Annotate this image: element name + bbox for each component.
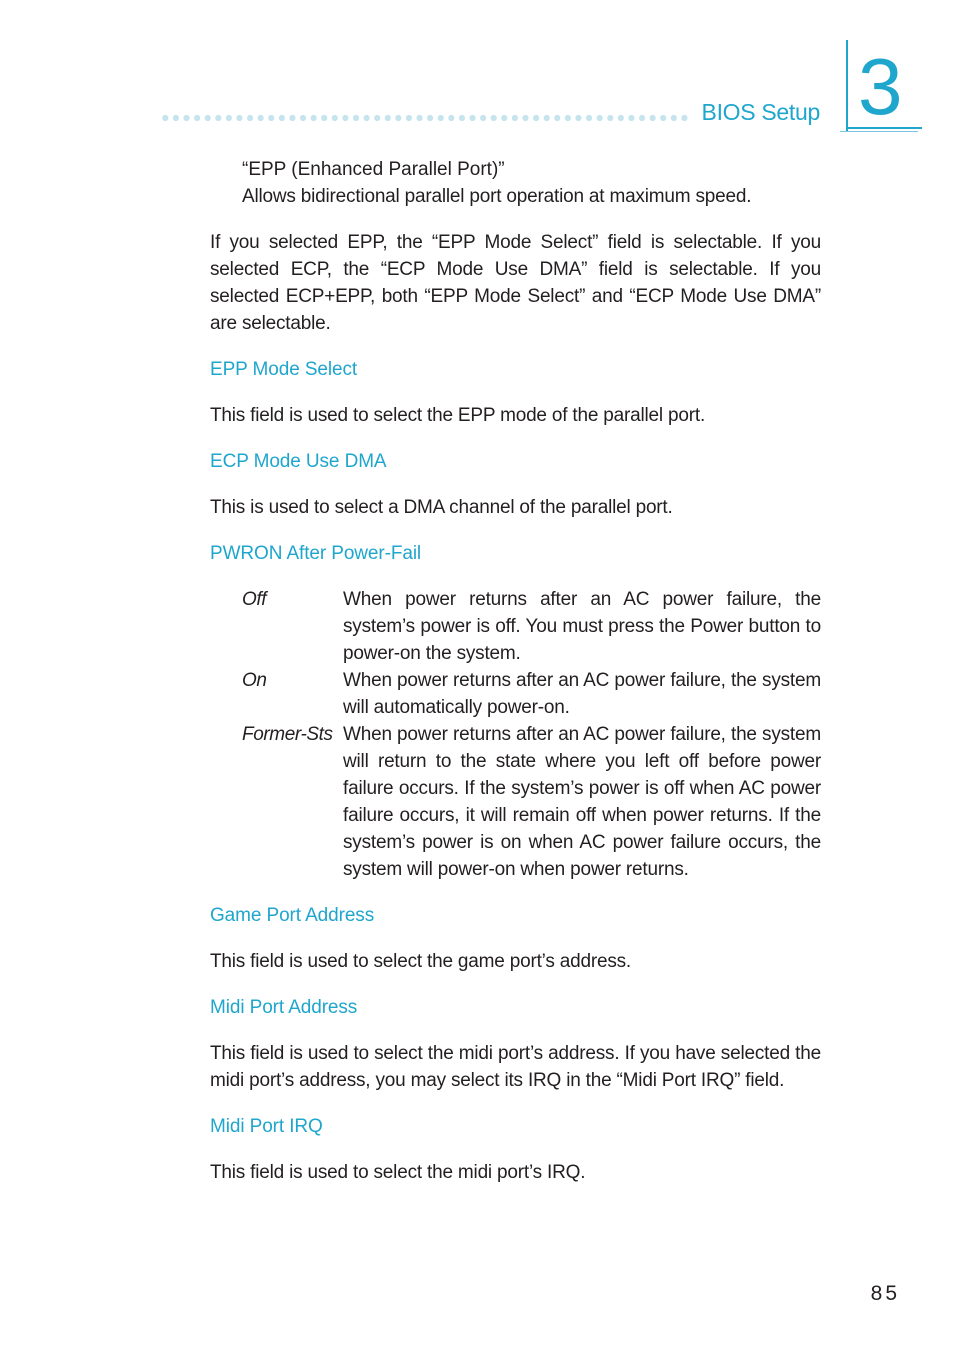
chapter-tab-vertical-line [846,40,848,132]
midi-port-irq-body: This field is used to select the midi port’s IRQ. [210,1162,586,1183]
epp-mode-select-body: This field is used to select the EPP mode of the parallel port. [210,405,706,426]
option-description: When power returns after an AC power failure, the system’s power is off. You must press the Power button to power-on the system. [343,589,821,664]
pwron-after-power-fail-heading: PWRON After Power-Fail [210,543,422,564]
parallel-mode-paragraph: If you selected EPP, the “EPP Mode Select” field is selectable. If you selected ECP, the “ECP Mode Use DMA” field is selectable. If you selected ECP+EPP, both “EPP Mode Select” and “ECP Mode Use DMA” are selectable. [210,232,821,334]
option-term: On [242,670,267,691]
midi-port-address-heading: Midi Port Address [210,997,358,1018]
game-port-address-heading: Game Port Address [210,905,375,926]
pwron-options-list [210,586,821,883]
midi-port-address-body: This field is used to select the midi port’s address. If you have selected the midi port’s address, you may select its IRQ in the “Midi Port IRQ” field. [210,1043,821,1091]
epp-option-block [210,156,821,210]
option-row-on [242,667,821,721]
option-row-off [242,586,821,667]
game-port-address-body: This field is used to select the game port’s address. [210,951,631,972]
option-description: When power returns after an AC power failure, the system will return to the state where you left off before power failure occurs. If the system’s power is off when AC power failure occurs, it will remain off when power returns. If the system’s power is on when AC power failure occurs, the system will power-on when power returns. [343,724,821,880]
option-row-former-sts [242,721,821,883]
option-description: When power returns after an AC power failure, the system will automatically power-on. [343,670,821,718]
ecp-mode-use-dma-body: This is used to select a DMA channel of the parallel port. [210,497,673,518]
option-term: Former-Sts [242,724,333,745]
chapter-number: 3 [858,42,903,131]
epp-option-description: Allows bidirectional parallel port operation at maximum speed. [242,186,752,207]
epp-mode-select-heading: EPP Mode Select [210,359,358,380]
epp-option-title: “EPP (Enhanced Parallel Port)” [242,159,505,180]
option-term: Off [242,589,267,610]
ecp-mode-use-dma-heading: ECP Mode Use DMA [210,451,387,472]
midi-port-irq-heading: Midi Port IRQ [210,1116,323,1137]
page-content [210,156,821,1205]
page-number: 85 [870,1282,900,1305]
section-title: BIOS Setup [701,99,820,125]
header-dotted-rule [160,114,690,122]
